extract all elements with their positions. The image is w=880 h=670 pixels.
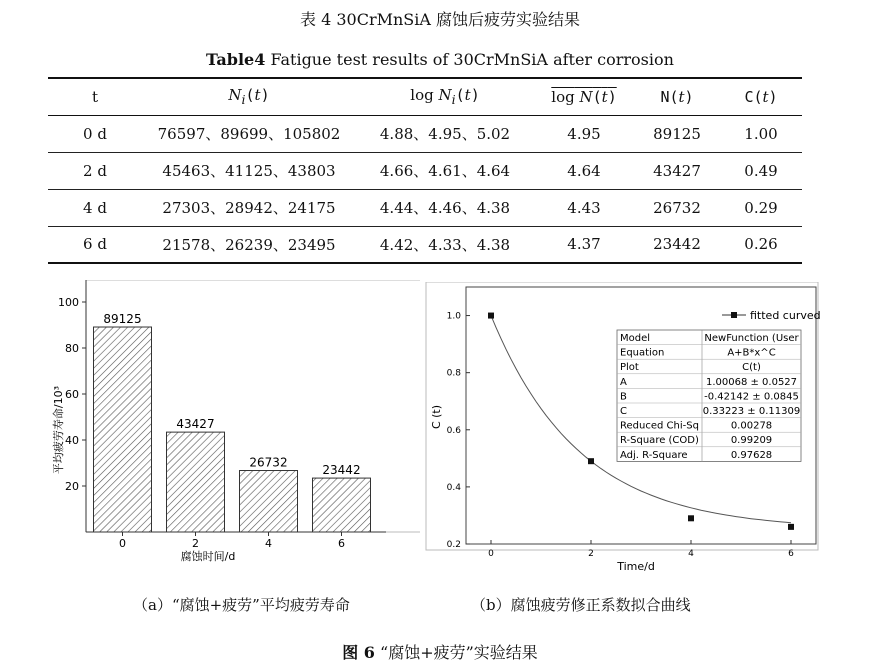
table-cell: 0 d bbox=[83, 124, 107, 143]
bar-y-tick-label: 100 bbox=[58, 296, 79, 309]
bar-data-label: 43427 bbox=[176, 417, 215, 432]
table-label: Table4 bbox=[206, 50, 266, 69]
fit-x-tick-label: 4 bbox=[688, 549, 694, 559]
stats-value: A+B*x^C bbox=[727, 347, 776, 359]
legend-marker bbox=[731, 312, 737, 318]
figure-caption bbox=[0, 640, 880, 663]
results-table bbox=[48, 77, 802, 264]
table-cell: 0.29 bbox=[744, 198, 778, 217]
col-header-t: t bbox=[91, 87, 99, 106]
table-cell: 0.49 bbox=[744, 161, 778, 180]
table-cell: 2 d bbox=[83, 161, 107, 180]
bar-data-label: 23442 bbox=[322, 463, 361, 478]
table-cell: 4.95 bbox=[567, 124, 601, 143]
bar-y-tick-label: 60 bbox=[65, 388, 79, 401]
table-cell: 6 d bbox=[83, 235, 107, 254]
stats-key: Adj. R-Square bbox=[620, 449, 688, 461]
fit-x-axis-label: Time/d bbox=[617, 560, 655, 573]
table-cell: 4.88、4.95、5.02 bbox=[379, 125, 511, 143]
col-header-nt: N(t) bbox=[660, 87, 694, 106]
bar-x-tick-label: 0 bbox=[119, 537, 126, 550]
caption-a: （a）“腐蚀+疲劳”平均疲劳寿命 bbox=[133, 596, 350, 614]
fit-y-tick-label: 0.8 bbox=[446, 368, 461, 379]
stats-key: Equation bbox=[620, 347, 665, 359]
fit-y-axis-label: C (t) bbox=[430, 404, 443, 430]
col-header-ni: $N_i(t)$ bbox=[228, 86, 270, 108]
fit-stats-table bbox=[617, 330, 801, 461]
table-cell: 76597、89699、105802 bbox=[157, 125, 341, 143]
table-cell: 4.37 bbox=[567, 235, 601, 254]
stats-value: 0.97628 bbox=[730, 449, 773, 461]
table-title-en bbox=[0, 50, 880, 69]
table-cell: 4.64 bbox=[567, 161, 601, 180]
fit-x-tick-label: 2 bbox=[588, 549, 594, 559]
table-title-en-text: Fatigue test results of 30CrMnSiA after corrosion bbox=[265, 50, 674, 69]
stats-key: Reduced Chi-Sq bbox=[620, 420, 699, 432]
stats-value: NewFunction (User bbox=[704, 333, 799, 344]
stats-key: A bbox=[620, 376, 627, 388]
col-header-mean-logn: log N(t) bbox=[551, 87, 617, 106]
fit-y-tick-label: 0.2 bbox=[446, 540, 461, 550]
table-cell: 0.26 bbox=[744, 235, 778, 254]
table-row bbox=[48, 226, 802, 263]
bar-x-tick-label: 2 bbox=[192, 537, 199, 550]
figure-caption-text: “腐蚀+疲劳”实验结果 bbox=[374, 643, 538, 662]
bar-y-tick-label: 20 bbox=[65, 480, 79, 493]
bar-x-tick-label: 4 bbox=[265, 537, 272, 550]
bar-data-label: 26732 bbox=[249, 455, 288, 470]
table-title-cn: 表 4 30CrMnSiA 腐蚀后疲劳实验结果 bbox=[299, 10, 580, 29]
stats-value: 1.00068 ± 0.0527 bbox=[705, 376, 798, 388]
bar bbox=[240, 471, 298, 532]
bar bbox=[94, 327, 152, 532]
table-cell: 89125 bbox=[653, 124, 701, 143]
stats-value: 0.33223 ± 0.11309 bbox=[702, 406, 801, 417]
table-cell: 4.43 bbox=[567, 198, 601, 217]
table-row bbox=[48, 189, 802, 226]
table-cell: 4.66、4.61、4.64 bbox=[379, 162, 511, 180]
table-row bbox=[48, 152, 802, 189]
stats-key: Model bbox=[620, 333, 651, 344]
table-cell: 1.00 bbox=[744, 124, 778, 143]
col-header-logni: $\log N_i(t)$ bbox=[410, 86, 480, 108]
col-header-ct: C(t) bbox=[744, 87, 778, 106]
bar bbox=[313, 478, 371, 532]
fit-data-point bbox=[488, 313, 494, 319]
fit-data-point bbox=[588, 458, 594, 464]
stats-key: B bbox=[620, 391, 627, 403]
table-cell: 4 d bbox=[83, 198, 107, 217]
bar-x-tick-label: 6 bbox=[338, 537, 345, 550]
table-header-row bbox=[48, 78, 802, 115]
stats-key: R-Square (COD) bbox=[620, 435, 699, 447]
bar-chart bbox=[40, 280, 420, 580]
caption-b: （b）腐蚀疲劳修正系数拟合曲线 bbox=[471, 596, 691, 614]
bar bbox=[167, 432, 225, 532]
table-cell: 45463、41125、43803 bbox=[162, 162, 336, 180]
table-cell: 4.42、4.33、4.38 bbox=[379, 235, 511, 254]
stats-value: C(t) bbox=[742, 362, 761, 374]
fit-chart bbox=[420, 282, 830, 582]
stats-value: -0.42142 ± 0.0845 bbox=[704, 391, 799, 403]
fit-data-point bbox=[788, 524, 794, 530]
fit-y-tick-label: 0.4 bbox=[446, 482, 461, 493]
table-cell: 27303、28942、24175 bbox=[162, 199, 336, 217]
stats-value: 0.00278 bbox=[730, 420, 773, 432]
bar-y-tick-label: 80 bbox=[65, 342, 79, 355]
figure-label: 图 6 bbox=[342, 643, 375, 662]
table-cell: 43427 bbox=[653, 161, 701, 180]
fit-y-tick-label: 0.6 bbox=[446, 425, 461, 436]
fit-x-tick-label: 6 bbox=[788, 549, 794, 559]
bar-y-tick-label: 40 bbox=[65, 434, 79, 447]
table-cell: 23442 bbox=[653, 235, 701, 254]
fit-x-tick-label: 0 bbox=[488, 549, 494, 559]
fit-data-point bbox=[688, 515, 694, 521]
stats-value: 0.99209 bbox=[730, 435, 773, 447]
table-cell: 21578、26239、23495 bbox=[162, 235, 336, 254]
stats-key: C bbox=[620, 406, 627, 417]
table-row bbox=[48, 115, 802, 152]
bar-data-label: 89125 bbox=[103, 312, 142, 327]
table-cell: 26732 bbox=[653, 198, 701, 217]
bar-y-axis-label: 平均疲劳寿命/10³ bbox=[52, 385, 65, 475]
stats-key: Plot bbox=[620, 362, 639, 374]
fit-y-tick-label: 1.0 bbox=[446, 311, 461, 322]
legend-label: fitted curved bbox=[750, 309, 821, 322]
table-cell: 4.44、4.46、4.38 bbox=[379, 199, 511, 217]
bar-x-axis-label: 腐蚀时间/d bbox=[180, 550, 236, 563]
